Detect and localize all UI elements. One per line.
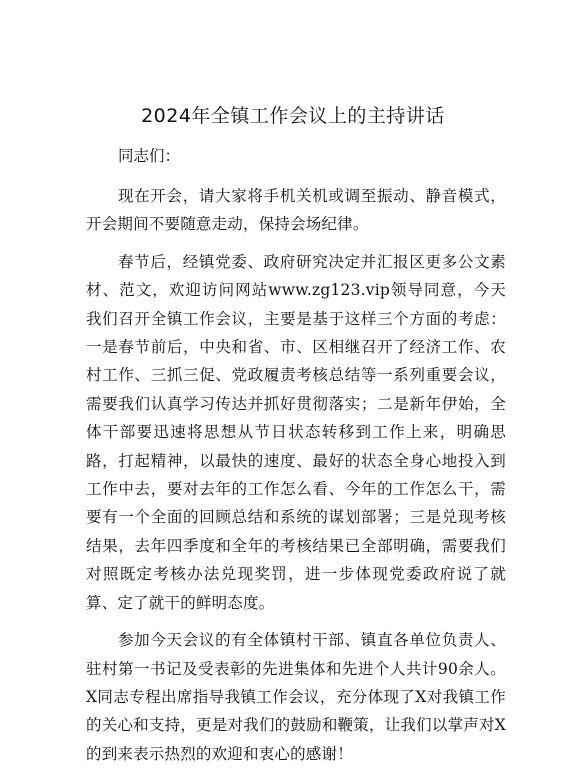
paragraph-attendees: 参加今天会议的有全体镇村干部、镇直各单位负责人、驻村第一书记及受表彰的先进集体和先进个人共计90余人。X同志专程出席指导我镇工作会议，充分体现了X对我镇工作的关心和支持，更是对我们的鼓励和鞭策，让我们以掌声对X的到来表示热烈的欢迎和衷心的感谢！ bbox=[86, 631, 506, 763]
paragraph-meeting-purpose: 春节后，经镇党委、政府研究决定并汇报区更多公文素材、范文，欢迎访问网站www.zg123.vip领导同意，今天我们召开全镇工作会议，主要是基于这样三个方面的考虑：一是春节前后，中央和省、市、区相继召开了经济工作、农村工作、三抓三促、党政履责考核总结等一系列重要会议，需要我们认真学习传达并抓好贯彻落实；二是新年伊始，全体干部要迅速将思想从节日状态转移到工作上来，明确思路，打起精神，以最快的速度、最好的状态全身心地投入到工作中去，要对去年的工作怎么看、今年的工作怎么干，需要有一个全面的回顾总结和系统的谋划部署；三是兑现考核结果，去年四季度和全年的考核结果已全部明确，需要我们对照既定考核办法兑现奖罚，进一步体现党委政府说了就算、定了就干的鲜明态度。 bbox=[86, 252, 506, 612]
document-title: 2024年全镇工作会议上的主持讲话 bbox=[141, 105, 445, 127]
paragraph-meeting-discipline: 现在开会，请大家将手机关机或调至振动、静音模式，开会期间不要随意走动，保持会场纪律。 bbox=[86, 187, 506, 234]
greeting-line: 同志们： bbox=[118, 147, 181, 165]
document-body bbox=[86, 142, 506, 777]
